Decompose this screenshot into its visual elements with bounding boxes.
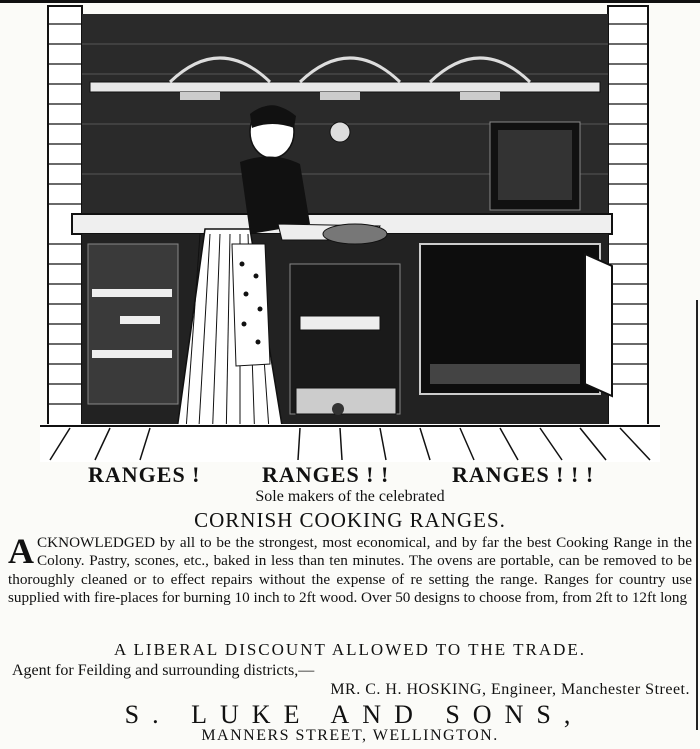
dropcap: A	[8, 531, 34, 571]
company-name: S. LUKE AND SONS,	[124, 700, 584, 729]
discount-line: A LIBERAL DISCOUNT ALLOWED TO THE TRADE.	[113, 640, 587, 659]
agent-line: Agent for Feilding and surrounding districts,—	[12, 662, 315, 679]
company-address: MANNERS STREET, WELLINGTON.	[201, 727, 499, 744]
column-rule	[696, 300, 698, 730]
heading-3: RANGES ! ! !	[452, 462, 595, 487]
agent-name: MR. C. H. HOSKING, Engineer, Manchester Street.	[330, 681, 690, 698]
sole-makers-line: Sole makers of the celebrated	[255, 488, 445, 505]
body-paragraph	[8, 531, 692, 607]
top-rule	[0, 0, 700, 3]
heading-2: RANGES ! !	[262, 462, 390, 487]
cooking-range-illustration	[0, 4, 700, 464]
heading-1: RANGES !	[88, 462, 201, 487]
product-title: CORNISH COOKING RANGES.	[194, 508, 506, 532]
body-text: CKNOWLEDGED by all to be the strongest, most economical, and by far the best Cooking Range in the Colony. Pastry, scones, etc., baked in less than ten minutes. The ovens are portable, can be removed to be thoroughly cleaned or to effect repairs without the expense of re setting the range. Ranges for country use supplied with fire-places for burning 10 inch to 2ft wood. Over 50 designs to choose from, from 2ft to 12ft long	[8, 534, 692, 606]
